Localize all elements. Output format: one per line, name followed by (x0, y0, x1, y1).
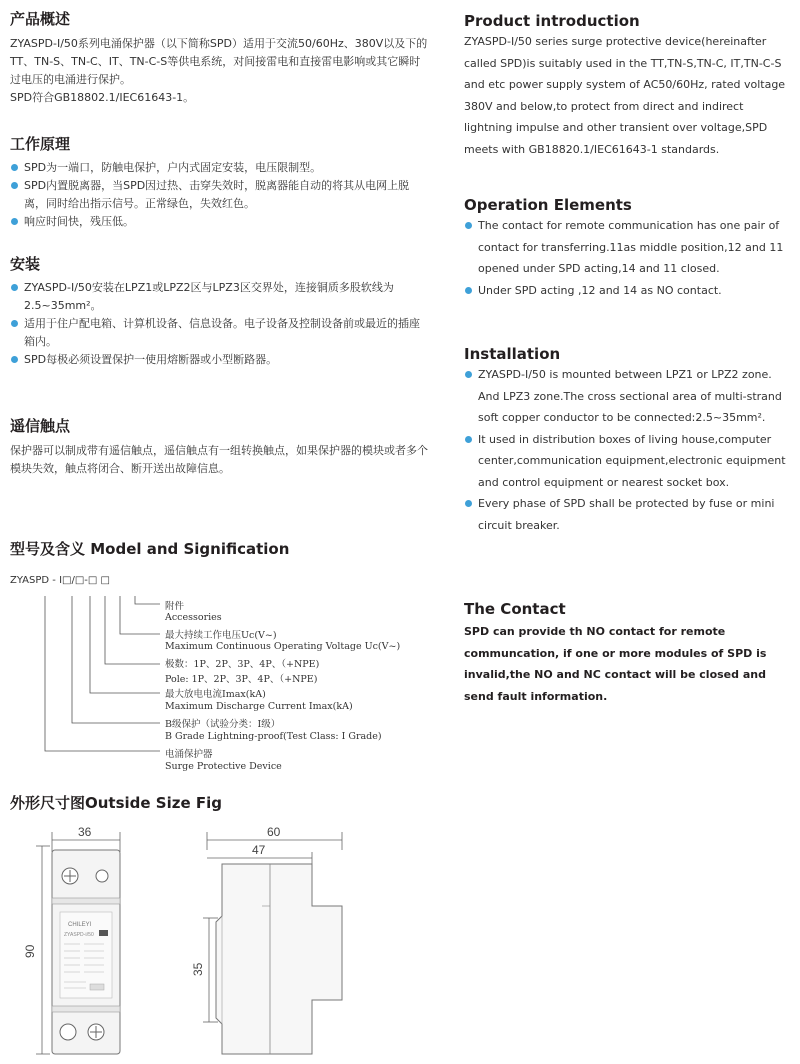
remote-text: 保护器可以制成带有遥信触点，遥信触点有一组转换触点，如果保护器的模块或者多个模块失效，触点将闭合、断开送出故障信息。 (10, 444, 428, 475)
dim-width-front: 36 (78, 825, 92, 839)
principle-item: SPD为一端口，防触电保护，户内式固定安装，电压限制型。 (10, 159, 430, 177)
side-view (191, 825, 342, 1054)
dim-rail: 35 (191, 962, 205, 976)
bullet-icon (11, 164, 18, 171)
model-label: 附件 (165, 601, 185, 612)
bullet-icon (465, 436, 472, 443)
principle-item: 响应时间快，残压低。 (10, 213, 430, 231)
installation-item: ZYASPD-Ⅰ/50 is mounted between LPZ1 or LPZ2 zone. And LPZ3 zone.The cross sectional area of multi-strand soft copper conductor to be connected:2.5~35mm². (464, 364, 794, 429)
outside-size-drawing (0, 810, 800, 1064)
bullet-icon (11, 284, 18, 291)
bullet-icon (465, 500, 472, 507)
install-title: 安装 (10, 255, 41, 273)
overview-text: ZYASPD-Ⅰ/50系列电涌保护器（以下简称SPD）适用于交流50/60Hz、380V以及下的TT、TN-S、TN-C、IT、TN-C-S等供电系统，对间接雷电和直接雷电影响或其它瞬时过电压的电涌进行保护。 (10, 37, 428, 86)
right-column (464, 12, 794, 707)
contact-text: SPD can provide th NO contact for remote communcation, if one or more modules of SPD is invalid,the NO and NC contact will be closed and send fault information. (464, 625, 767, 703)
bullet-icon (465, 371, 472, 378)
principle-title: 工作原理 (10, 135, 71, 153)
operation-title: Operation Elements (464, 196, 632, 214)
device-brand: CHILEYI (68, 922, 92, 928)
dim-depth: 60 (267, 825, 281, 839)
principle-item: SPD内置脱离器，当SPD因过热、击穿失效时，脱离器能自动的将其从电网上脱离，同时给出指示信号。正常绿色，失效红色。 (10, 177, 430, 213)
install-item: SPD每极必须设置保护一使用熔断器或小型断路器。 (10, 351, 430, 369)
size-title: 外形尺寸图Outside Size Fig (10, 794, 223, 812)
model-label: B级保护（试验分类：Ⅰ级） (165, 719, 281, 730)
operation-item: The contact for remote communication has one pair of contact for transferring.11as middle position,12 and 11 opened under SPD acting,14 and 11 closed. (464, 215, 794, 280)
intro-text: ZYASPD-Ⅰ/50 series surge protective device(hereinafter called SPD)is suitably used in the TT,TN-S,TN-C, IT,TN-C-S and etc power supply system of AC50/60Hz, rated voltage 380V and below,to protect from direct and indirect lightning impulse and other transient over voltage,SPD meets with GB18820.1/IEC61643-1 standards. (464, 35, 786, 156)
model-code: ZYASPD - Ⅰ□/□-□ □ (10, 575, 110, 586)
bullet-icon (11, 218, 18, 225)
bullet-icon (11, 320, 18, 327)
bullet-icon (11, 356, 18, 363)
bullet-icon (465, 222, 472, 229)
model-label: B Grade Lightning-proof(Test Class: Ⅰ Grade) (165, 731, 382, 742)
intro-title: Product introduction (464, 12, 640, 30)
install-item: ZYASPD-Ⅰ/50安装在LPZ1或LPZ2区与LPZ3区交界处，连接铜质多股软线为2.5~35mm²。 (10, 279, 430, 315)
install-item: 适用于住户配电箱、计算机设备、信息设备。电子设备及控制设备前或最近的插座箱内。 (10, 315, 430, 351)
overview-standard: SPD符合GB18802.1/IEC61643-1。 (10, 91, 195, 104)
model-label: 电涌保护器 (165, 749, 213, 760)
model-label: Maximum Discharge Current Imax(kA) (165, 701, 353, 712)
left-column (10, 8, 430, 478)
front-view (23, 825, 120, 1054)
installation-title: Installation (464, 345, 561, 363)
dim-depth-inner: 47 (252, 843, 266, 857)
model-label: Pole: 1P、2P、3P、4P、（+NPE) (165, 674, 318, 685)
bullet-icon (465, 287, 472, 294)
bullet-icon (11, 182, 18, 189)
operation-item: Under SPD acting ,12 and 14 as NO contact. (464, 280, 794, 302)
model-label: Maximum Continuous Operating Voltage Uc(V~) (165, 641, 401, 652)
overview-title: 产品概述 (10, 10, 71, 28)
remote-title: 遥信触点 (10, 417, 71, 435)
model-label: 最大放电电流Imax(kA) (165, 689, 266, 700)
model-label: Accessories (165, 612, 222, 623)
dim-height: 90 (23, 944, 37, 958)
model-diagram (10, 538, 450, 783)
installation-item: It used in distribution boxes of living house,computer center,communication equipment,electronic equipment and control equipment or nearest socket box. (464, 429, 794, 494)
installation-item: Every phase of SPD shall be protected by fuse or mini circuit breaker. (464, 493, 794, 536)
model-title: 型号及含义 Model and Signification (10, 540, 290, 558)
device-model: ZYASPD-Ⅰ/50 (64, 932, 94, 938)
model-label: Surge Protective Device (165, 761, 282, 772)
model-label: 最大持续工作电压Uc(V~) (165, 630, 277, 641)
model-label: 极数：1P、2P、3P、4P、（+NPE) (165, 659, 320, 670)
contact-title: The Contact (464, 600, 566, 618)
